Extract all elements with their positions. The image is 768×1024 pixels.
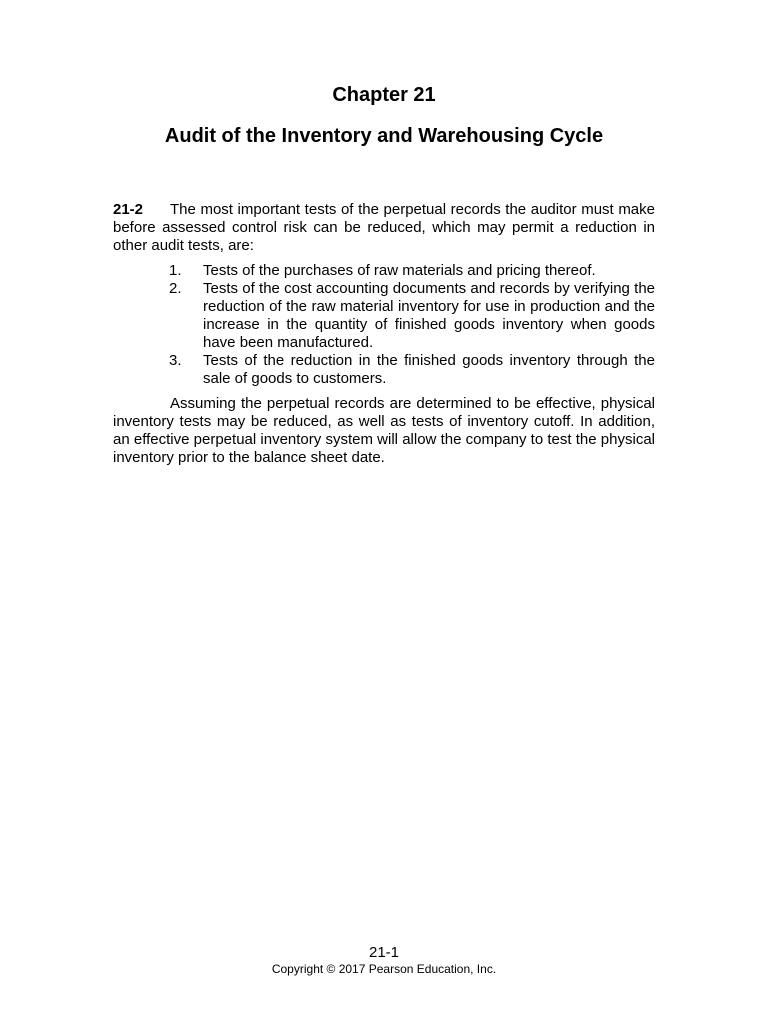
- copyright-notice: Copyright © 2017 Pearson Education, Inc.: [271, 962, 497, 976]
- list-item-number: 2.: [169, 280, 182, 297]
- chapter-heading: Chapter 21: [332, 84, 436, 106]
- question-intro: The most important tests of the perpetual records the auditor must make before assessed control risk can be reduced, which may permit a reduction in other audit tests, are:: [113, 201, 655, 254]
- list-item-text: Tests of the reduction in the finished goods inventory through the sale of goods to customers.: [203, 352, 655, 387]
- list-item: [169, 262, 655, 280]
- list-item-text: Tests of the purchases of raw materials and pricing thereof.: [203, 262, 596, 279]
- question-number: 21-2: [113, 201, 144, 218]
- question-paragraph: [113, 201, 655, 255]
- page-number: 21-1: [368, 944, 400, 961]
- conclusion-paragraph: Assuming the perpetual records are determined to be effective, physical inventory tests may be reduced, as well as tests of inventory cutoff. In addition, an effective perpetual inventory system will allow the company to test the physical inventory prior to the balance sheet date.: [113, 395, 655, 466]
- list-item: [169, 352, 655, 388]
- test-list: [169, 262, 655, 388]
- chapter-title: Audit of the Inventory and Warehousing Cycle: [164, 125, 604, 147]
- list-item: [169, 280, 655, 352]
- list-item-number: 3.: [169, 352, 182, 369]
- list-item-text: Tests of the cost accounting documents and records by verifying the reduction of the raw material inventory for use in production and the increase in the quantity of finished goods inventory when goods have been manufactured.: [203, 280, 655, 351]
- list-item-number: 1.: [169, 262, 182, 279]
